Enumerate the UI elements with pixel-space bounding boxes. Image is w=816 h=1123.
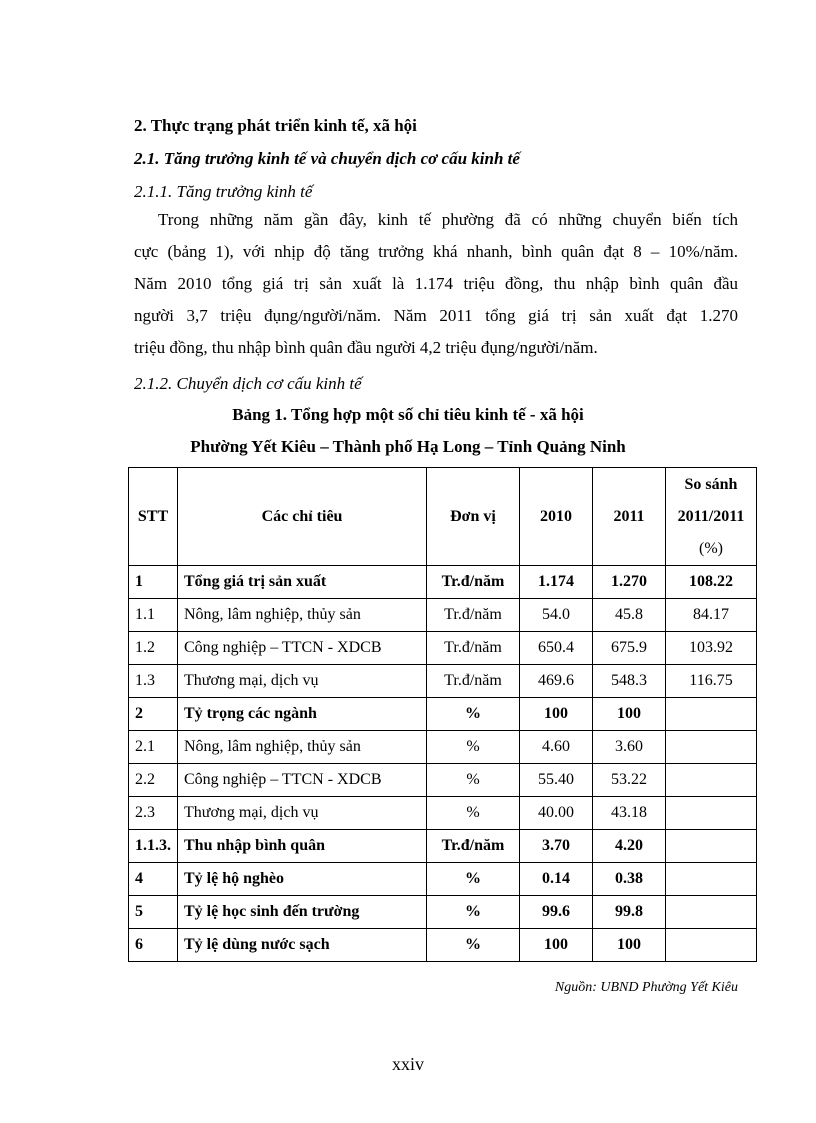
table-row xyxy=(129,599,757,632)
cell-2011: 100 xyxy=(593,698,666,731)
sub-subsection-title-1: 2.1.1. Tăng trưởng kinh tế xyxy=(134,182,313,201)
table-row xyxy=(129,665,757,698)
cell-stt: 1.2 xyxy=(129,632,178,665)
cell-unit: Tr.đ/năm xyxy=(427,665,520,698)
growth-paragraph xyxy=(134,204,738,364)
cell-stt: 4 xyxy=(129,863,178,896)
cell-stt: 2.3 xyxy=(129,797,178,830)
paragraph-line: Năm 2010 tổng giá trị sản xuất là 1.174 triệu đồng, thu nhập bình quân đầu xyxy=(134,274,738,293)
cell-unit: % xyxy=(427,764,520,797)
table-row xyxy=(129,632,757,665)
section-title: 2. Thực trạng phát triển kinh tế, xã hội xyxy=(134,116,417,135)
cell-compare: 108.22 xyxy=(666,566,757,599)
cell-compare xyxy=(666,863,757,896)
cell-unit: % xyxy=(427,797,520,830)
cell-stt: 1.1.3. xyxy=(129,830,178,863)
cell-stt: 2.1 xyxy=(129,731,178,764)
table-row xyxy=(129,731,757,764)
cell-compare xyxy=(666,929,757,962)
paragraph-line: người 3,7 triệu đụng/người/năm. Năm 2011 tổng giá trị sản xuất đạt 1.270 xyxy=(134,306,738,325)
table-row xyxy=(129,566,757,599)
cell-unit: Tr.đ/năm xyxy=(427,830,520,863)
cell-unit: Tr.đ/năm xyxy=(427,632,520,665)
cell-unit: Tr.đ/năm xyxy=(427,599,520,632)
cell-indicator: Tỷ trọng các ngành xyxy=(178,698,427,731)
cell-stt: 1.1 xyxy=(129,599,178,632)
cell-indicator: Thương mại, dịch vụ xyxy=(178,665,427,698)
cell-stt: 1 xyxy=(129,566,178,599)
cell-2011: 43.18 xyxy=(593,797,666,830)
header-compare-line-3: (%) xyxy=(699,539,723,557)
cell-2011: 4.20 xyxy=(593,830,666,863)
cell-unit: % xyxy=(427,731,520,764)
table-row xyxy=(129,896,757,929)
cell-compare xyxy=(666,830,757,863)
cell-2010: 1.174 xyxy=(520,566,593,599)
cell-2011: 53.22 xyxy=(593,764,666,797)
cell-indicator: Tỷ lệ học sinh đến trường xyxy=(178,896,427,929)
economic-indicators-table xyxy=(128,467,757,962)
cell-2010: 100 xyxy=(520,929,593,962)
cell-indicator: Nông, lâm nghiệp, thủy sản xyxy=(178,599,427,632)
cell-2011: 3.60 xyxy=(593,731,666,764)
cell-indicator: Tỷ lệ dùng nước sạch xyxy=(178,929,427,962)
cell-compare: 103.92 xyxy=(666,632,757,665)
table-title-line-2: Phường Yết Kiêu – Thành phố Hạ Long – Tỉnh Quảng Ninh xyxy=(190,437,626,456)
header-2010: 2010 xyxy=(520,468,593,566)
table-row xyxy=(129,929,757,962)
header-2011: 2011 xyxy=(593,468,666,566)
table-row xyxy=(129,830,757,863)
cell-indicator: Thương mại, dịch vụ xyxy=(178,797,427,830)
cell-unit: % xyxy=(427,929,520,962)
table-title-line-1: Bảng 1. Tổng hợp một số chỉ tiêu kinh tế - xã hội xyxy=(232,405,584,424)
page-number: xxiv xyxy=(391,1054,424,1074)
cell-2010: 0.14 xyxy=(520,863,593,896)
cell-indicator: Công nghiệp – TTCN - XDCB xyxy=(178,632,427,665)
header-compare xyxy=(666,468,757,566)
table-row xyxy=(129,698,757,731)
cell-stt: 1.3 xyxy=(129,665,178,698)
table-row xyxy=(129,797,757,830)
cell-unit: % xyxy=(427,896,520,929)
cell-indicator: Tỷ lệ hộ nghèo xyxy=(178,863,427,896)
cell-unit: % xyxy=(427,698,520,731)
cell-2010: 99.6 xyxy=(520,896,593,929)
cell-compare xyxy=(666,731,757,764)
cell-unit: % xyxy=(427,863,520,896)
sub-subsection-title-2: 2.1.2. Chuyển dịch cơ cấu kinh tế xyxy=(134,374,362,393)
cell-stt: 6 xyxy=(129,929,178,962)
cell-indicator: Nông, lâm nghiệp, thủy sản xyxy=(178,731,427,764)
cell-indicator: Công nghiệp – TTCN - XDCB xyxy=(178,764,427,797)
paragraph-line: Trong những năm gần đây, kinh tế phường đã có những chuyển biến tích xyxy=(158,210,738,229)
cell-compare xyxy=(666,797,757,830)
header-unit: Đơn vị xyxy=(427,468,520,566)
header-indicator: Các chỉ tiêu xyxy=(178,468,427,566)
cell-indicator: Thu nhập bình quân xyxy=(178,830,427,863)
cell-2011: 100 xyxy=(593,929,666,962)
cell-indicator: Tổng giá trị sản xuất xyxy=(178,566,427,599)
cell-compare xyxy=(666,698,757,731)
table-row xyxy=(129,863,757,896)
cell-compare: 84.17 xyxy=(666,599,757,632)
cell-2011: 99.8 xyxy=(593,896,666,929)
header-compare-line-2: 2011/2011 xyxy=(677,507,745,525)
table-body xyxy=(129,566,757,962)
cell-compare xyxy=(666,764,757,797)
table-row xyxy=(129,764,757,797)
cell-stt: 2.2 xyxy=(129,764,178,797)
header-stt: STT xyxy=(129,468,178,566)
cell-compare: 116.75 xyxy=(666,665,757,698)
cell-2010: 100 xyxy=(520,698,593,731)
cell-2011: 45.8 xyxy=(593,599,666,632)
source-note: Nguồn: UBND Phường Yết Kiêu xyxy=(554,980,738,995)
cell-stt: 2 xyxy=(129,698,178,731)
header-compare-line-1: So sánh xyxy=(684,475,738,493)
paragraph-line: cực (bảng 1), với nhịp độ tăng trưởng khá nhanh, bình quân đạt 8 – 10%/năm. xyxy=(134,242,738,261)
cell-2011: 548.3 xyxy=(593,665,666,698)
cell-2010: 3.70 xyxy=(520,830,593,863)
cell-unit: Tr.đ/năm xyxy=(427,566,520,599)
cell-2010: 650.4 xyxy=(520,632,593,665)
cell-2011: 1.270 xyxy=(593,566,666,599)
cell-2010: 469.6 xyxy=(520,665,593,698)
cell-2011: 0.38 xyxy=(593,863,666,896)
cell-2011: 675.9 xyxy=(593,632,666,665)
subsection-title: 2.1. Tăng trưởng kinh tế và chuyển dịch cơ cấu kinh tế xyxy=(134,149,520,168)
cell-stt: 5 xyxy=(129,896,178,929)
paragraph-line: triệu đồng, thu nhập bình quân đầu người 4,2 triệu đụng/người/năm. xyxy=(134,338,598,357)
cell-2010: 54.0 xyxy=(520,599,593,632)
cell-2010: 4.60 xyxy=(520,731,593,764)
cell-compare xyxy=(666,896,757,929)
cell-2010: 55.40 xyxy=(520,764,593,797)
cell-2010: 40.00 xyxy=(520,797,593,830)
